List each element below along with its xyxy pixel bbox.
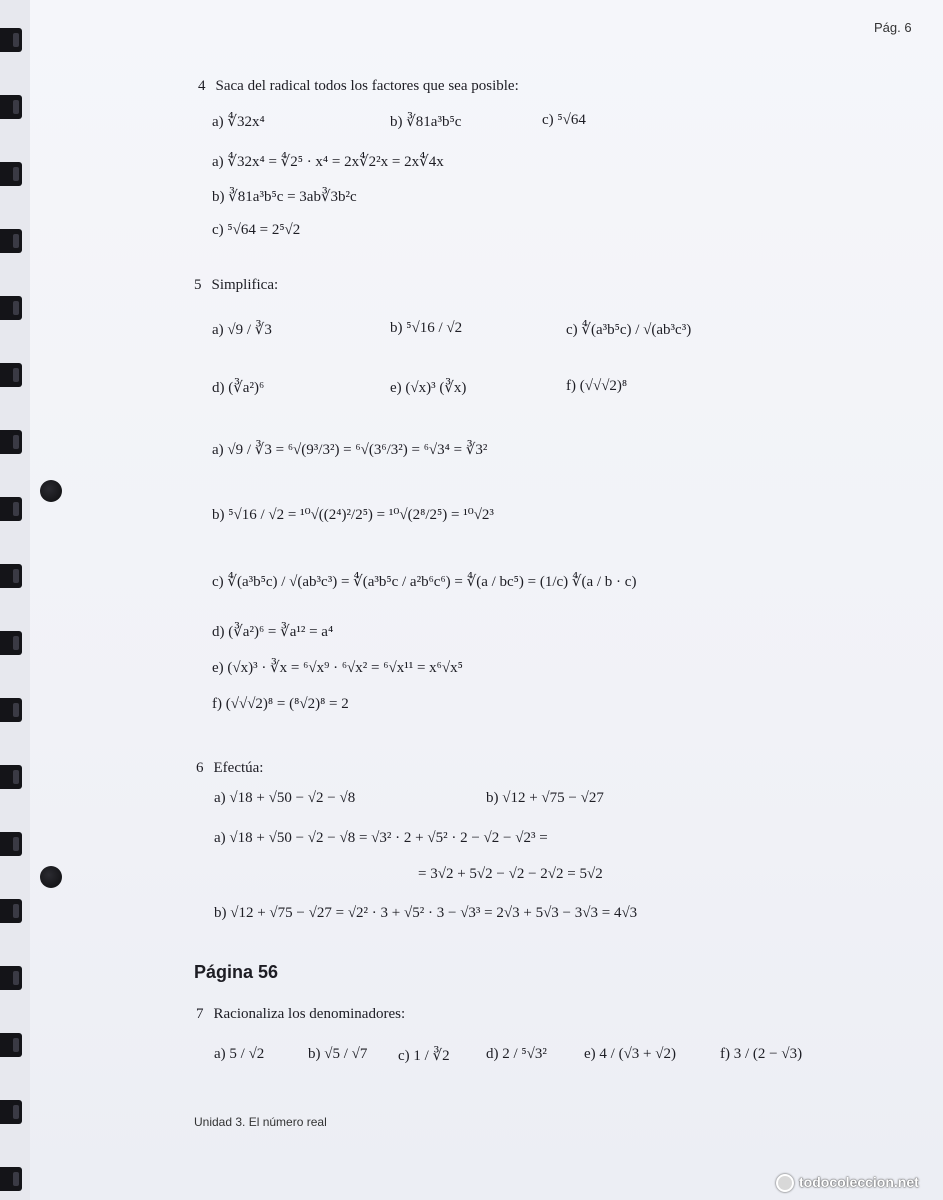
- binding-coil: [0, 765, 22, 789]
- binding-coil: [0, 497, 22, 521]
- binding-coil: [0, 966, 22, 990]
- binding-coil: [0, 631, 22, 655]
- binding-coil: [0, 430, 22, 454]
- exercise-5-solution-f: f) (√√√2)⁸ = (⁸√2)⁸ = 2: [212, 696, 349, 712]
- exercise-5-solution-a: a) √9 / ∛3 = ⁶√(9³/3²) = ⁶√(3⁶/3²) = ⁶√3⁴ = ∛3²: [212, 442, 488, 458]
- exercise-5-heading: [194, 277, 278, 294]
- exercise-6-item-b: b) √12 + √75 − √27: [486, 790, 604, 806]
- binding-coil: [0, 1033, 22, 1057]
- exercise-6-item-a: a) √18 + √50 − √2 − √8: [214, 790, 356, 806]
- exercise-title: Racionaliza los denominadores:: [213, 1006, 406, 1022]
- exercise-7-heading: [196, 1006, 405, 1023]
- binding-coil: [0, 229, 22, 253]
- exercise-number: 4: [198, 78, 206, 94]
- exercise-5-item-f: f) (√√√2)⁸: [566, 378, 628, 394]
- exercise-5-item-b: b) ⁵√16 / √2: [390, 320, 463, 336]
- page-heading: Página 56: [194, 962, 279, 982]
- exercise-5-item-d: d) (∛a²)⁶: [212, 380, 265, 396]
- worksheet-page: [30, 0, 943, 1200]
- binding-coil: [0, 564, 22, 588]
- binding-coil: [0, 162, 22, 186]
- exercise-title: Efectúa:: [213, 760, 264, 776]
- exercise-number: 5: [194, 277, 202, 293]
- exercise-4-item-c: c) ⁵√64: [542, 112, 586, 128]
- exercise-5-solution-d: d) (∛a²)⁶ = ∛a¹² = a⁴: [212, 624, 334, 640]
- binding-coil: [0, 1100, 22, 1124]
- watermark-text: todocoleccion.net: [799, 1174, 919, 1190]
- exercise-4-solution-b: b) ∛81a³b⁵c = 3ab∛3b²c: [212, 189, 357, 205]
- exercise-6-solution-a: a) √18 + √50 − √2 − √8 = √3² · 2 + √5² · 2 − √2 − √2³ =: [214, 830, 548, 846]
- exercise-5-item-e: e) (√x)³ (∛x): [390, 380, 467, 396]
- exercise-title: Simplifica:: [211, 277, 279, 293]
- footer-unit: Unidad 3. El número real: [194, 1115, 327, 1129]
- exercise-5-item-a: a) √9 / ∛3: [212, 322, 272, 338]
- exercise-6-heading: [196, 760, 263, 777]
- page-label: Pág. 6: [874, 20, 912, 35]
- exercise-4-item-a: a) ∜32x⁴: [212, 114, 265, 130]
- binding-coil: [0, 95, 22, 119]
- exercise-6-solution-b: b) √12 + √75 − √27 = √2² · 3 + √5² · 3 − √3³ = 2√3 + 5√3 − 3√3 = 4√3: [214, 905, 638, 921]
- exercise-7-item-d: d) 2 / ⁵√3²: [486, 1046, 547, 1062]
- binding-coil: [0, 28, 22, 52]
- exercise-5-solution-c: c) ∜(a³b⁵c) / √(ab³c³) = ∜(a³b⁵c / a²b⁶c⁶) = ∜(a / bc⁵) = (1/c) ∜(a / b · c): [212, 574, 637, 590]
- exercise-5-item-c: c) ∜(a³b⁵c) / √(ab³c³): [566, 322, 692, 338]
- exercise-4-item-b: b) ∛81a³b⁵c: [390, 114, 462, 130]
- exercise-7-item-c: c) 1 / ∛2: [398, 1048, 450, 1064]
- binding-coil: [0, 832, 22, 856]
- exercise-5-solution-e: e) (√x)³ · ∛x = ⁶√x⁹ · ⁶√x² = ⁶√x¹¹ = x⁶√x⁵: [212, 660, 463, 676]
- binding-coil: [0, 363, 22, 387]
- exercise-4-heading: [198, 78, 519, 95]
- exercise-7-item-a: a) 5 / √2: [214, 1046, 265, 1062]
- exercise-7-item-e: e) 4 / (√3 + √2): [584, 1046, 676, 1062]
- exercise-6-solution-a-cont: = 3√2 + 5√2 − √2 − 2√2 = 5√2: [418, 866, 603, 882]
- exercise-4-solution-c: c) ⁵√64 = 2⁵√2: [212, 222, 301, 238]
- exercise-number: 6: [196, 760, 204, 776]
- exercise-7-item-b: b) √5 / √7: [308, 1046, 368, 1062]
- punch-hole: [40, 480, 62, 502]
- punch-hole: [40, 866, 62, 888]
- watermark-logo-icon: [776, 1174, 794, 1192]
- binding-coil: [0, 1167, 22, 1191]
- binding-coil: [0, 698, 22, 722]
- binding-coil: [0, 899, 22, 923]
- binding-coil: [0, 296, 22, 320]
- exercise-4-solution-a: a) ∜32x⁴ = ∜2⁵ · x⁴ = 2x∜2²x = 2x∜4x: [212, 154, 444, 170]
- exercise-7-item-f: f) 3 / (2 − √3): [720, 1046, 803, 1062]
- exercise-number: 7: [196, 1006, 204, 1022]
- exercise-5-solution-b: b) ⁵√16 / √2 = ¹⁰√((2⁴)²/2⁵) = ¹⁰√(2⁸/2⁵) = ¹⁰√2³: [212, 507, 494, 523]
- watermark: [776, 1174, 919, 1192]
- exercise-title: Saca del radical todos los factores que sea posible:: [215, 78, 519, 94]
